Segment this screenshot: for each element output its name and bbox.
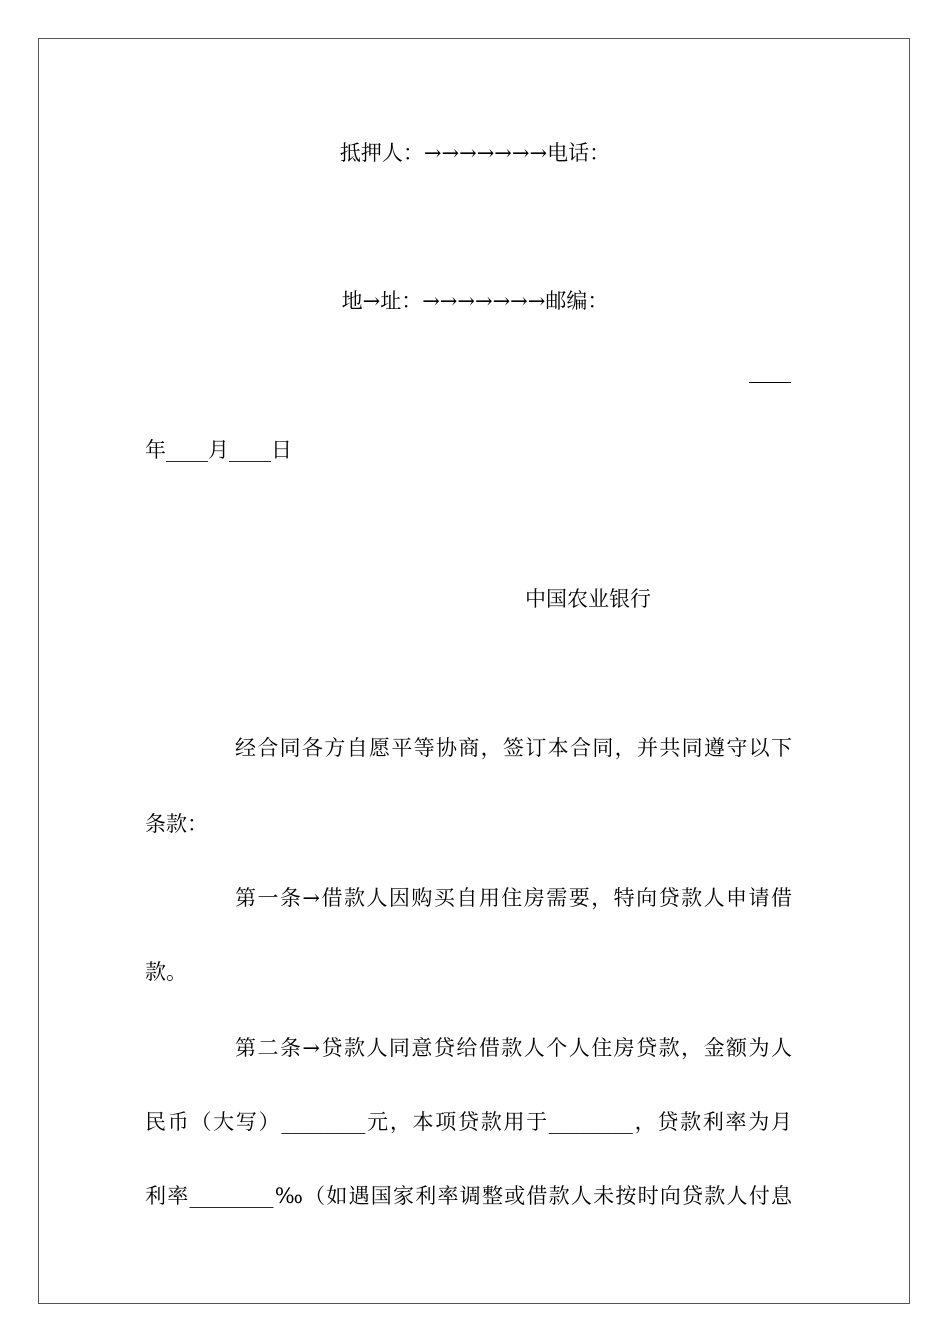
preamble-line-2: 条款： bbox=[145, 812, 208, 836]
date-year-underline bbox=[749, 382, 791, 383]
mortgagor-line: 抵押人：→→→→→→→电话： bbox=[339, 141, 611, 165]
bank-name: 中国农业银行 bbox=[525, 587, 651, 611]
article2-line-3: 利率________‰（如遇国家利率调整或借款人未按时向贷款人付息 bbox=[145, 1184, 792, 1208]
address-line: 地→址：→→→→→→→邮编： bbox=[341, 289, 609, 313]
date-line: 年____月____日 bbox=[145, 438, 292, 462]
article2-line-2: 民币（大写）________元，本项贷款用于________，贷款利率为月 bbox=[145, 1110, 792, 1134]
article1-line-1: 第一条→借款人因购买自用住房需要，特向贷款人申请借 bbox=[235, 886, 792, 910]
preamble-line-1: 经合同各方自愿平等协商，签订本合同，并共同遵守以下 bbox=[235, 736, 792, 760]
article1-line-2: 款。 bbox=[145, 960, 187, 984]
article2-line-1: 第二条→贷款人同意贷给借款人个人住房贷款，金额为人 bbox=[235, 1036, 792, 1060]
